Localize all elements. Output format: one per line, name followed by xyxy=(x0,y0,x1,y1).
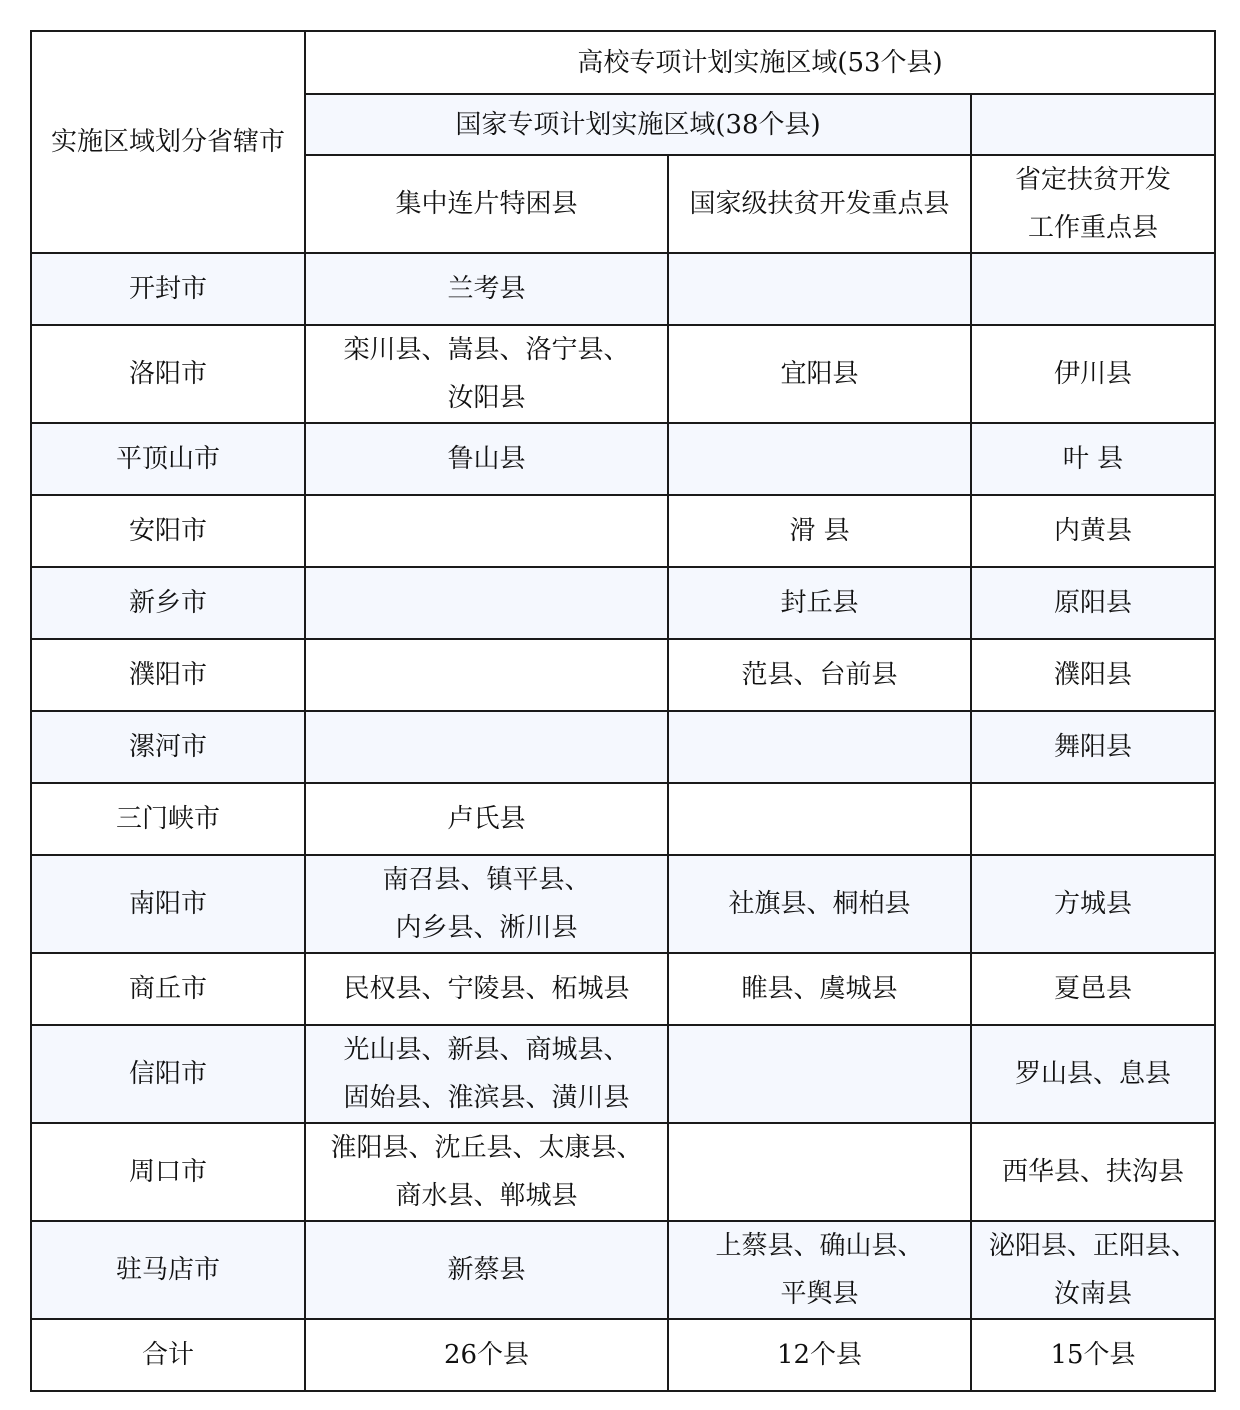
national-poverty-county-cell xyxy=(668,711,971,783)
provincial-key-county-cell xyxy=(971,567,1215,639)
city-cell: 开封市 xyxy=(31,253,305,325)
table-row xyxy=(31,855,1215,953)
concentrated-county-cell xyxy=(305,783,668,855)
header-concentrated-cell: 集中连片特困县 xyxy=(305,155,668,253)
county-line: 原阳县 xyxy=(1054,588,1133,618)
national-poverty-county-cell xyxy=(668,253,971,325)
provincial-key-county-cell xyxy=(971,639,1215,711)
implementation-region-table xyxy=(30,30,1216,1392)
county-line: 泌阳县、正阳县、 xyxy=(989,1231,1198,1261)
county-line: 罗山县、息县 xyxy=(1015,1059,1172,1089)
national-poverty-county-cell xyxy=(668,1025,971,1123)
city-cell: 南阳市 xyxy=(31,855,305,953)
city-cell: 合计 xyxy=(31,1319,305,1391)
county-line: 淮阳县、沈丘县、太康县、 xyxy=(330,1133,643,1163)
county-line: 内乡县、淅川县 xyxy=(395,913,578,943)
county-line: 封丘县 xyxy=(780,588,859,618)
concentrated-county-cell xyxy=(305,1025,668,1123)
header-national-blank-cell xyxy=(971,94,1215,155)
concentrated-county-cell xyxy=(305,1123,668,1221)
provincial-key-county-cell xyxy=(971,495,1215,567)
header-corner-cell: 实施区域划分省辖市 xyxy=(31,31,305,253)
table-row xyxy=(31,953,1215,1025)
concentrated-county-cell xyxy=(305,325,668,423)
city-cell: 三门峡市 xyxy=(31,783,305,855)
provincial-key-county-cell xyxy=(971,1319,1215,1391)
provincial-key-county-cell xyxy=(971,253,1215,325)
table-row xyxy=(31,1319,1215,1391)
city-cell: 商丘市 xyxy=(31,953,305,1025)
city-cell: 洛阳市 xyxy=(31,325,305,423)
county-line: 滑 县 xyxy=(789,516,850,546)
table-row xyxy=(31,711,1215,783)
city-cell: 安阳市 xyxy=(31,495,305,567)
city-cell: 信阳市 xyxy=(31,1025,305,1123)
city-cell: 周口市 xyxy=(31,1123,305,1221)
county-line: 12个县 xyxy=(776,1340,863,1370)
county-line: 伊川县 xyxy=(1054,359,1133,389)
county-line: 社旗县、桐柏县 xyxy=(728,889,911,919)
table-row xyxy=(31,1221,1215,1319)
table-row xyxy=(31,639,1215,711)
county-line: 叶 县 xyxy=(1062,444,1124,474)
concentrated-county-cell xyxy=(305,639,668,711)
county-line: 光山县、新县、商城县、 xyxy=(343,1035,630,1065)
county-line: 兰考县 xyxy=(447,274,526,304)
header-university-plan-cell: 高校专项计划实施区域(53个县) xyxy=(305,31,1215,94)
table-row xyxy=(31,253,1215,325)
county-line: 鲁山县 xyxy=(447,444,526,474)
table-row xyxy=(31,1025,1215,1123)
county-line: 商水县、郸城县 xyxy=(395,1181,578,1211)
county-line: 平舆县 xyxy=(780,1279,859,1309)
provincial-key-county-cell xyxy=(971,325,1215,423)
county-line: 宜阳县 xyxy=(780,359,859,389)
county-line: 西华县、扶沟县 xyxy=(1002,1157,1185,1187)
provincial-key-county-cell xyxy=(971,1025,1215,1123)
national-poverty-county-cell xyxy=(668,953,971,1025)
provincial-key-county-cell xyxy=(971,953,1215,1025)
county-line: 26个县 xyxy=(443,1340,530,1370)
table-row xyxy=(31,567,1215,639)
county-line: 范县、台前县 xyxy=(741,660,898,690)
county-line: 民权县、宁陵县、柘城县 xyxy=(343,974,630,1004)
header-national-poverty-cell: 国家级扶贫开发重点县 xyxy=(668,155,971,253)
county-line: 内黄县 xyxy=(1054,516,1133,546)
provincial-key-county-cell xyxy=(971,783,1215,855)
county-line: 汝南县 xyxy=(1054,1279,1133,1309)
county-line: 濮阳县 xyxy=(1054,660,1133,690)
concentrated-county-cell xyxy=(305,1319,668,1391)
county-line: 睢县、虞城县 xyxy=(741,974,898,1004)
table-row xyxy=(31,1123,1215,1221)
national-poverty-county-cell xyxy=(668,1319,971,1391)
county-line: 栾川县、嵩县、洛宁县、 xyxy=(343,335,630,365)
provincial-key-county-cell xyxy=(971,711,1215,783)
county-line: 15个县 xyxy=(1050,1340,1136,1370)
county-line: 汝阳县 xyxy=(447,383,526,413)
concentrated-county-cell xyxy=(305,953,668,1025)
provincial-key-county-cell xyxy=(971,855,1215,953)
table-row xyxy=(31,495,1215,567)
concentrated-county-cell xyxy=(305,423,668,495)
national-poverty-county-cell xyxy=(668,567,971,639)
concentrated-county-cell xyxy=(305,495,668,567)
table-row xyxy=(31,325,1215,423)
header-provincial-line: 工作重点县 xyxy=(1028,213,1159,243)
city-cell: 新乡市 xyxy=(31,567,305,639)
county-line: 舞阳县 xyxy=(1054,732,1133,762)
county-line: 方城县 xyxy=(1054,889,1133,919)
county-line: 夏邑县 xyxy=(1054,974,1133,1004)
national-poverty-county-cell xyxy=(668,325,971,423)
national-poverty-county-cell xyxy=(668,783,971,855)
county-line: 南召县、镇平县、 xyxy=(382,865,591,895)
national-poverty-county-cell xyxy=(668,423,971,495)
header-national-plan-cell: 国家专项计划实施区域(38个县) xyxy=(305,94,971,155)
concentrated-county-cell xyxy=(305,855,668,953)
header-provincial-line: 省定扶贫开发 xyxy=(1015,165,1172,195)
city-cell: 驻马店市 xyxy=(31,1221,305,1319)
table-row xyxy=(31,783,1215,855)
national-poverty-county-cell xyxy=(668,639,971,711)
city-cell: 平顶山市 xyxy=(31,423,305,495)
provincial-key-county-cell xyxy=(971,1221,1215,1319)
provincial-key-county-cell xyxy=(971,1123,1215,1221)
concentrated-county-cell xyxy=(305,711,668,783)
provincial-key-county-cell xyxy=(971,423,1215,495)
county-line: 卢氏县 xyxy=(447,804,526,834)
national-poverty-county-cell xyxy=(668,495,971,567)
concentrated-county-cell xyxy=(305,567,668,639)
national-poverty-county-cell xyxy=(668,1123,971,1221)
header-row-top xyxy=(31,31,1215,94)
county-line: 新蔡县 xyxy=(447,1255,526,1285)
city-cell: 濮阳市 xyxy=(31,639,305,711)
national-poverty-county-cell xyxy=(668,855,971,953)
concentrated-county-cell xyxy=(305,253,668,325)
county-line: 固始县、淮滨县、潢川县 xyxy=(343,1083,630,1113)
national-poverty-county-cell xyxy=(668,1221,971,1319)
header-provincial-cell xyxy=(971,155,1215,253)
table-row xyxy=(31,423,1215,495)
city-cell: 漯河市 xyxy=(31,711,305,783)
table-body xyxy=(31,253,1215,1391)
concentrated-county-cell xyxy=(305,1221,668,1319)
county-line: 上蔡县、确山县、 xyxy=(715,1231,924,1261)
